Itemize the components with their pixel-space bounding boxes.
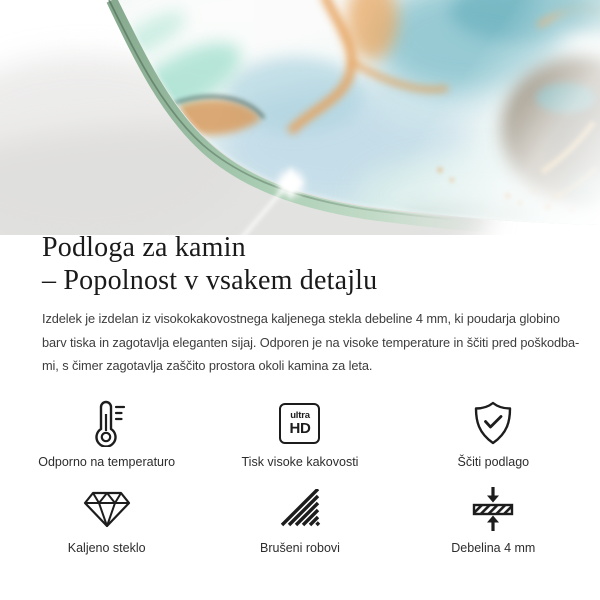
beveled-edges-icon <box>278 485 322 533</box>
feature-label: Brušeni robovi <box>260 541 340 555</box>
feature-label: Ščiti podlago <box>457 455 530 469</box>
description-line: mi, s čimer zagotavlja zaščito prostora okoli kamina za leta. <box>42 358 373 373</box>
page-title <box>42 231 377 297</box>
product-description <box>42 307 579 378</box>
shield-check-icon <box>471 399 515 447</box>
feature-label: Debelina 4 mm <box>451 541 536 555</box>
feature-tempered-glass <box>68 485 146 557</box>
feature-thickness <box>451 485 535 557</box>
feature-label: Odporno na temperaturo <box>38 455 176 469</box>
feature-label: Tisk visoke kakovosti <box>241 455 359 469</box>
product-image <box>0 0 600 235</box>
feature-grid <box>10 399 590 557</box>
description-line: Izdelek je izdelan iz visokokakovostnega kaljenega stekla debeline 4 mm, ki poudarja globino <box>42 311 560 326</box>
diamond-icon <box>83 485 131 533</box>
feature-protects <box>458 399 530 471</box>
feature-label: Kaljeno steklo <box>67 541 146 555</box>
thickness-icon <box>469 485 517 533</box>
page-title-line1: Podloga za kamin <box>42 232 246 263</box>
description-line: barv tiska in zagotavlja eleganten sijaj. Odporen je na visoke temperature in ščiti pred poškodba- <box>42 334 580 350</box>
thermometer-icon <box>87 399 127 447</box>
ultra-hd-icon: ultra HD <box>279 399 320 447</box>
feature-temperature <box>38 399 175 471</box>
feature-print-quality <box>242 399 359 471</box>
page-title-line2: – Popolnost v vsakem detajlu <box>42 265 378 296</box>
feature-beveled-edges <box>260 485 340 557</box>
